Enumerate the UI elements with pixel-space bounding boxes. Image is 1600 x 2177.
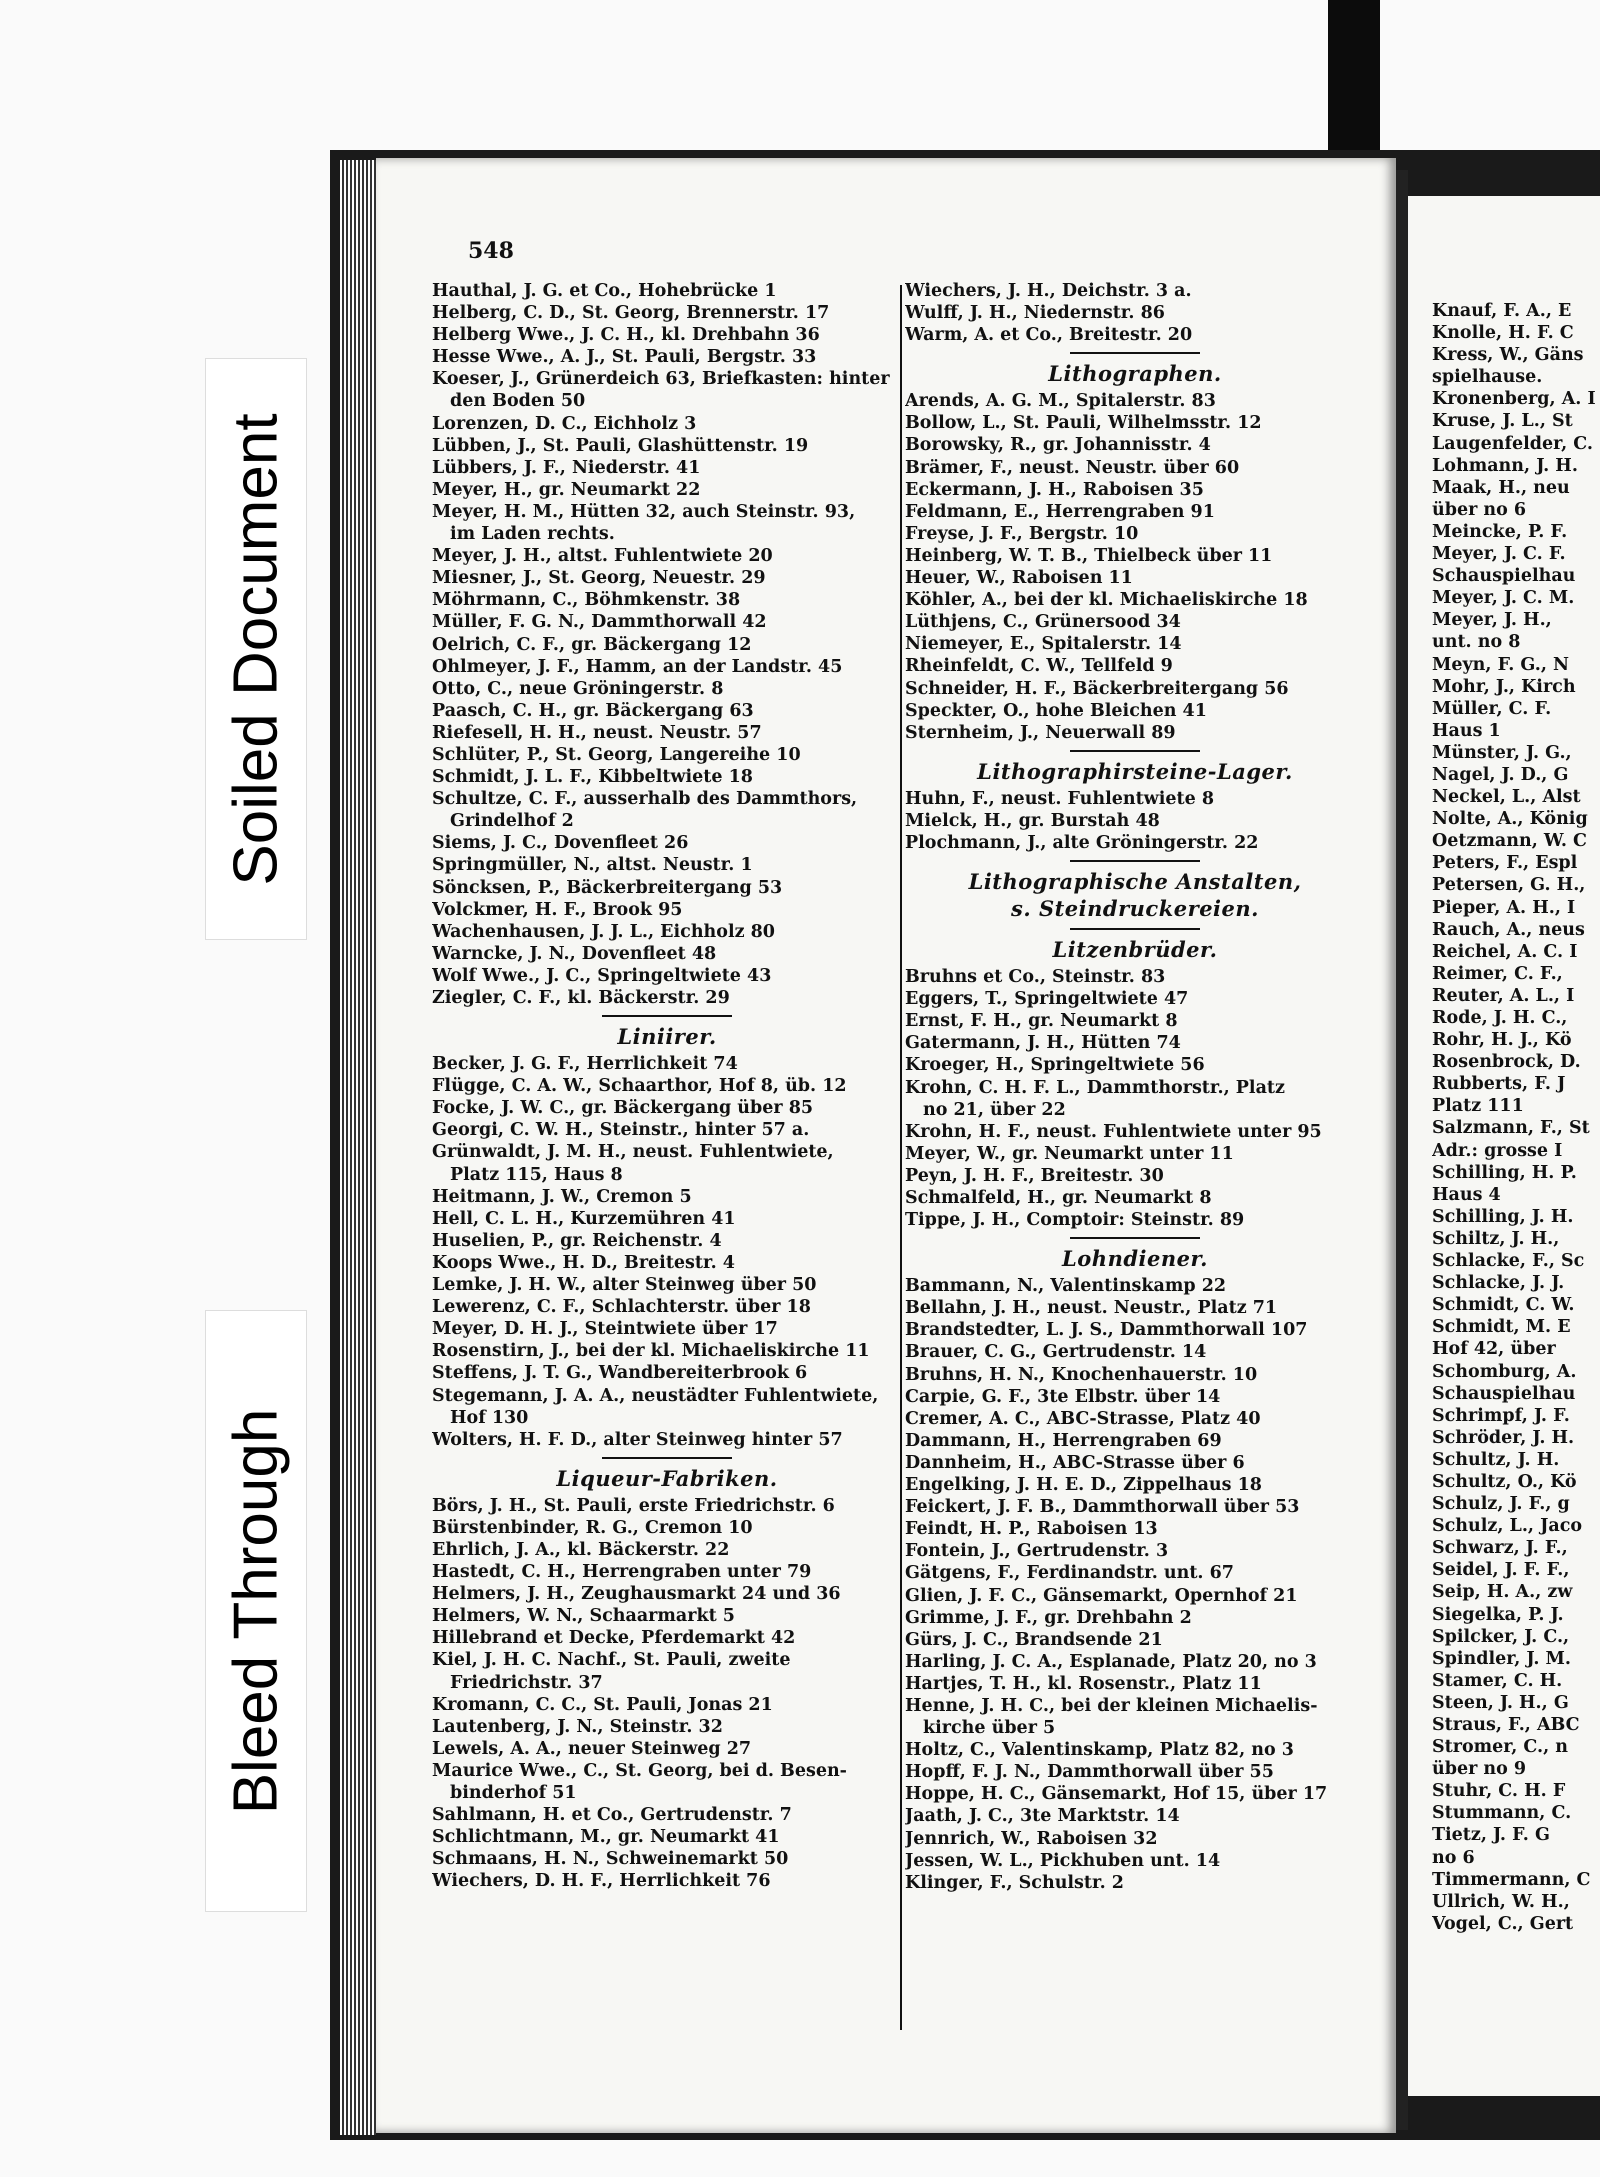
directory-entry: Oelrich, C. F., gr. Bäckergang 12 [432,634,752,655]
entry-continuation: no 21, über 22 [923,1099,1066,1120]
page-number: 548 [468,238,514,264]
directory-entry: Kress, W., Gäns [1432,345,1584,366]
directory-entry: Meyer, H., gr. Neumarkt 22 [432,479,701,500]
directory-entry: Brandstedter, L. J. S., Dammthorwall 107 [905,1320,1308,1341]
directory-entry: Lemke, J. H. W., alter Steinweg über 50 [432,1275,817,1296]
directory-entry: Grünwaldt, J. M. H., neust. Fuhlentwiete, [432,1142,834,1163]
directory-entry: Schmalfeld, H., gr. Neumarkt 8 [905,1188,1212,1208]
directory-entry: Engelking, J. H. E. D., Zippelhaus 18 [905,1475,1262,1496]
directory-entry: Kronenberg, A. I [1432,389,1596,410]
section-heading: Liniirer. [617,1024,717,1050]
directory-entry: über no 9 [1432,1759,1527,1780]
directory-entry: Rosenstirn, J., bei der kl. Michaeliskirche 11 [432,1341,870,1362]
directory-entry: Bammann, N., Valentinskamp 22 [905,1276,1227,1297]
directory-entry: Lüthjens, C., Grünersood 34 [905,612,1181,633]
directory-entry: Köhler, A., bei der kl. Michaeliskirche 18 [905,590,1308,611]
directory-entry: Lübbers, J. F., Niederstr. 41 [432,457,701,478]
directory-entry: Grimme, J. F., gr. Drehbahn 2 [905,1607,1192,1628]
directory-entry: Wulff, J. H., Niedernstr. 86 [905,303,1165,324]
directory-entry: Meyer, H. M., Hütten 32, auch Steinstr. 93, [432,501,856,522]
directory-entry: Müller, C. F. [1432,698,1552,719]
entry-continuation: den Boden 50 [450,391,586,412]
directory-entry: Schilling, J. H. [1432,1206,1574,1227]
directory-entry: Schlichtmann, M., gr. Neumarkt 41 [432,1827,780,1848]
directory-entry: Rauch, A., neus [1432,919,1585,940]
directory-entry: Gatermann, J. H., Hütten 74 [905,1033,1181,1054]
directory-entry: Hillebrand et Decke, Pferdemarkt 42 [432,1628,796,1649]
directory-entry: Plochmann, J., alte Gröningerstr. 22 [905,832,1259,853]
directory-entry: Hell, C. L. H., Kurzemühren 41 [432,1208,736,1229]
directory-entry: Wiechers, D. H. F., Herrlichkeit 76 [432,1871,771,1892]
book-page-edges [340,160,376,2135]
directory-entry: Paasch, C. H., gr. Bäckergang 63 [432,700,754,721]
soiled-document-text: Soiled Document [221,412,291,886]
directory-entry: Schrimpf, J. F. [1432,1405,1570,1426]
directory-entry: Kiel, J. H. C. Nachf., St. Pauli, zweite [432,1650,791,1671]
directory-entry: Ernst, F. H., gr. Neumarkt 8 [905,1011,1178,1032]
directory-entry: Sahlmann, H. et Co., Gertrudenstr. 7 [432,1805,792,1826]
directory-entry: Krohn, C. H. F. L., Dammthorstr., Platz [905,1077,1285,1098]
directory-entry: Haus 1 [1432,720,1501,741]
scan-edge-shadow [1328,0,1380,160]
directory-entry: Peyn, J. H. F., Breitestr. 30 [905,1165,1164,1186]
directory-entry: Müller, F. G. N., Dammthorwall 42 [432,612,767,633]
directory-entry: Timmermann, C [1432,1869,1591,1890]
directory-entry: Oetzmann, W. C [1432,831,1587,852]
directory-entry: Rubberts, F. J [1432,1074,1566,1095]
directory-entry: Schomburg, A. [1432,1361,1577,1382]
directory-entry: Lohmann, J. H. [1432,455,1578,476]
directory-entry: unt. no 8 [1432,632,1521,653]
directory-entry: Mielck, H., gr. Burstah 48 [905,810,1160,831]
directory-entry: Feldmann, E., Herrengraben 91 [905,501,1215,522]
left-directory-column [432,280,902,1892]
directory-entry: Stuhr, C. H. F [1432,1781,1566,1802]
entry-continuation: Platz 115, Haus 8 [450,1164,623,1185]
directory-entry: Ziegler, C. F., kl. Bäckerstr. 29 [432,988,730,1008]
directory-entry: Helberg, C. D., St. Georg, Brennerstr. 17 [432,303,830,324]
directory-entry: Wolters, H. F. D., alter Steinweg hinter 57 [432,1429,843,1450]
directory-entry: Meyer, J. C. M. [1432,588,1575,609]
directory-entry: Bruhns et Co., Steinstr. 83 [905,967,1166,988]
directory-entry: Söncksen, P., Bäckerbreitergang 53 [432,877,783,898]
directory-entry: Lorenzen, D. C., Eichholz 3 [432,413,697,434]
directory-entry: Dannheim, H., ABC-Strasse über 6 [905,1452,1245,1473]
directory-entry: Heuer, W., Raboisen 11 [905,568,1133,589]
directory-entry: Mohr, J., Kirch [1432,676,1576,697]
directory-entry: Hauthal, J. G. et Co., Hohebrücke 1 [432,281,777,301]
directory-entry: Salzmann, F., St [1432,1118,1590,1139]
directory-entry: Meyer, D. H. J., Steintwiete über 17 [432,1319,778,1340]
directory-entry: über no 6 [1432,499,1527,520]
directory-entry: Schiltz, J. H., [1432,1228,1560,1249]
directory-entry: Lautenberg, J. N., Steinstr. 32 [432,1716,723,1737]
directory-entry: Springmüller, N., altst. Neustr. 1 [432,855,753,876]
section-heading: Liqueur-Fabriken. [556,1465,778,1491]
directory-entry: Glien, J. F. C., Gänsemarkt, Opernhof 21 [905,1585,1298,1606]
directory-entry: Adr.: grosse I [1432,1140,1563,1161]
directory-entry: Tippe, J. H., Comptoir: Steinstr. 89 [905,1210,1245,1231]
directory-entry: Laugenfelder, C. [1432,433,1593,454]
directory-entry: Dammann, H., Herrengraben 69 [905,1430,1222,1451]
directory-entry: Platz 111 [1432,1096,1524,1117]
directory-entry: Haus 4 [1432,1184,1501,1205]
directory-entry: Freyse, J. F., Bergstr. 10 [905,523,1139,544]
directory-entry: Bellahn, J. H., neust. Neustr., Platz 71 [905,1298,1278,1319]
directory-entry: Riefesell, H. H., neust. Neustr. 57 [432,722,762,743]
directory-entry: Schulz, L., Jaco [1432,1516,1583,1537]
directory-entry: Lübben, J., St. Pauli, Glashüttenstr. 19 [432,435,809,456]
directory-entry: Schwarz, J. F., [1432,1538,1568,1559]
directory-entry: Stromer, C., n [1432,1737,1569,1758]
directory-entry: Koeser, J., Grünerdeich 63, Briefkasten: hinter [432,369,890,390]
directory-entry: Jessen, W. L., Pickhuben unt. 14 [905,1850,1221,1871]
middle-directory-column [905,280,1365,1894]
directory-entry: Reuter, A. L., I [1432,985,1575,1006]
directory-entry: Borowsky, R., gr. Johannisstr. 4 [905,435,1211,456]
directory-entry: Feindt, H. P., Raboisen 13 [905,1519,1158,1540]
directory-entry: Heinberg, W. T. B., Thielbeck über 11 [905,545,1273,566]
directory-entry: Schlacke, F., Sc [1432,1251,1585,1272]
entry-continuation: kirche über 5 [923,1718,1056,1739]
directory-entry: Sternheim, J., Neuerwall 89 [905,722,1176,743]
directory-entry: Münster, J. G., [1432,742,1572,763]
directory-entry: Huselien, P., gr. Reichenstr. 4 [432,1230,722,1251]
directory-entry: Hesse Wwe., A. J., St. Pauli, Bergstr. 33 [432,347,817,368]
right-page-partial-column [1432,300,1600,1935]
directory-entry: Helberg Wwe., J. C. H., kl. Drehbahn 36 [432,325,820,346]
directory-entry: spielhause. [1432,367,1543,388]
directory-entry: Wiechers, J. H., Deichstr. 3 a. [905,281,1192,301]
directory-entry: Hastedt, C. H., Herrengraben unter 79 [432,1562,812,1583]
directory-entry: Otto, C., neue Gröningerstr. 8 [432,678,724,699]
directory-entry: Spindler, J. M. [1432,1648,1571,1669]
entry-continuation: binderhof 51 [450,1783,577,1803]
directory-entry: Rode, J. H. C., [1432,1008,1568,1028]
directory-entry: Rosenbrock, D. [1432,1052,1581,1073]
directory-entry: Becker, J. G. F., Herrlichkeit 74 [432,1054,738,1075]
directory-entry: Krohn, H. F., neust. Fuhlentwiete unter 95 [905,1121,1322,1142]
directory-entry: Siems, J. C., Dovenfleet 26 [432,833,689,854]
entry-continuation: Grindelhof 2 [450,811,574,832]
directory-entry: Kruse, J. L., St [1432,411,1573,432]
directory-entry: Henne, J. H. C., bei der kleinen Michaelis- [905,1695,1318,1716]
directory-entry: Knauf, F. A., E [1432,301,1572,321]
directory-entry: Bürstenbinder, R. G., Cremon 10 [432,1517,753,1538]
directory-entry: Wachenhausen, J. J. L., Eichholz 80 [432,921,775,942]
section-heading: Litzenbrüder. [1052,937,1218,963]
directory-entry: Peters, F., Espl [1432,853,1578,874]
soiled-document-label [205,358,307,940]
directory-entry: Cremer, A. C., ABC-Strasse, Platz 40 [905,1408,1261,1429]
directory-entry: Siegelka, P. J. [1432,1604,1564,1625]
directory-entry: Wolf Wwe., J. C., Springeltwiete 43 [432,965,772,986]
directory-entry: Schultz, O., Kö [1432,1471,1577,1492]
directory-entry: Stummann, C. [1432,1803,1572,1824]
directory-entry: Rheinfeldt, C. W., Tellfeld 9 [905,656,1173,677]
directory-entry: Heitmann, J. W., Cremon 5 [432,1186,692,1207]
directory-entry: Lewels, A. A., neuer Steinweg 27 [432,1738,752,1759]
directory-entry: Gürs, J. C., Brandsende 21 [905,1629,1163,1650]
directory-entry: Warm, A. et Co., Breitestr. 20 [905,325,1193,346]
directory-entry: Bruhns, H. N., Knochenhauerstr. 10 [905,1364,1258,1385]
directory-entry: Georgi, C. W. H., Steinstr., hinter 57 a. [432,1120,810,1141]
directory-entry: no 6 [1432,1847,1475,1868]
directory-entry: Schmidt, M. E [1432,1317,1571,1338]
directory-entry: Ehrlich, J. A., kl. Bäckerstr. 22 [432,1539,730,1560]
directory-entry: Meyer, J. H., [1432,610,1552,631]
directory-entry: Schmaans, H. N., Schweinemarkt 50 [432,1849,789,1870]
directory-entry: Kromann, C. C., St. Pauli, Jonas 21 [432,1694,773,1715]
directory-entry: Nagel, J. D., G [1432,764,1569,785]
section-heading: Lithographirsteine-Lager. [977,758,1293,784]
directory-entry: Klinger, F., Schulstr. 2 [905,1872,1124,1893]
directory-entry: Reimer, C. F., [1432,963,1563,984]
directory-entry: Neckel, L., Alst [1432,787,1581,808]
directory-entry: Meyer, J. C. F. [1432,544,1566,565]
directory-entry: Bollow, L., St. Pauli, Wilhelmsstr. 12 [905,413,1262,434]
directory-entry: Helmers, W. N., Schaarmarkt 5 [432,1606,735,1627]
directory-entry: Harling, J. C. A., Esplanade, Platz 20, no 3 [905,1651,1317,1672]
directory-entry: Stamer, C. H. [1432,1670,1563,1691]
directory-entry: Huhn, F., neust. Fuhlentwiete 8 [905,788,1215,809]
directory-entry: Möhrmann, C., Böhmkenstr. 38 [432,590,741,611]
directory-entry: Warncke, J. N., Dovenfleet 48 [432,943,717,964]
directory-entry: Meincke, P. F. [1432,521,1568,542]
directory-entry: Lewerenz, C. F., Schlachterstr. über 18 [432,1297,811,1318]
directory-entry: Steen, J. H., G [1432,1692,1569,1713]
directory-entry: Schauspielhau [1432,566,1576,587]
directory-entry: Knolle, H. F. C [1432,323,1574,344]
directory-entry: Koops Wwe., H. D., Breitestr. 4 [432,1252,735,1273]
directory-entry: Fontein, J., Gertrudenstr. 3 [905,1541,1169,1562]
directory-entry: Maurice Wwe., C., St. Georg, bei d. Besen- [432,1760,847,1781]
directory-entry: Jennrich, W., Raboisen 32 [905,1828,1158,1849]
entry-continuation: im Laden rechts. [450,524,615,545]
directory-entry: Schauspielhau [1432,1383,1576,1404]
directory-entry: Maak, H., neu [1432,477,1570,498]
directory-entry: Hof 42, über [1432,1339,1556,1360]
bleed-through-label [205,1310,307,1912]
directory-entry: Holtz, C., Valentinskamp, Platz 82, no 3 [905,1740,1294,1761]
directory-entry: Schilling, H. P. [1432,1162,1577,1183]
directory-entry: Meyer, W., gr. Neumarkt unter 11 [905,1143,1234,1164]
directory-entry: Schröder, J. H. [1432,1427,1575,1448]
directory-entry: Hopff, F. J. N., Dammthorwall über 55 [905,1762,1274,1783]
directory-entry: Spilcker, J. C., [1432,1626,1570,1647]
directory-entry: Focke, J. W. C., gr. Bäckergang über 85 [432,1098,814,1119]
directory-entry: Kroeger, H., Springeltwiete 56 [905,1055,1205,1076]
directory-entry: Hartjes, T. H., kl. Rosenstr., Platz 11 [905,1673,1262,1694]
directory-entry: Rohr, H. J., Kö [1432,1030,1572,1051]
directory-entry: Meyer, J. H., altst. Fuhlentwiete 20 [432,546,773,567]
directory-entry: Carpie, G. F., 3te Elbstr. über 14 [905,1386,1221,1407]
directory-entry: Brauer, C. G., Gertrudenstr. 14 [905,1342,1207,1363]
directory-entry: Volckmer, H. F., Brook 95 [432,899,683,920]
directory-entry: Miesner, J., St. Georg, Neuestr. 29 [432,568,766,589]
directory-entry: Stegemann, J. A. A., neustädter Fuhlentwiete, [432,1385,879,1406]
directory-entry: Straus, F., ABC [1432,1715,1580,1735]
directory-entry: Hoppe, H. C., Gänsemarkt, Hof 15, über 17 [905,1784,1328,1805]
directory-entry: Nolte, A., König [1432,809,1588,830]
directory-entry: Schneider, H. F., Bäckerbreitergang 56 [905,678,1289,699]
directory-entry: Jaath, J. C., 3te Marktstr. 14 [905,1806,1180,1827]
bleed-through-text: Bleed Through [221,1408,291,1814]
directory-entry: Börs, J. H., St. Pauli, erste Friedrichstr. 6 [432,1495,835,1516]
book-gutter [1396,170,1408,2130]
directory-entry: Meyn, F. G., N [1432,654,1570,675]
directory-entry: Pieper, A. H., I [1432,897,1576,918]
directory-entry: Eckermann, J. H., Raboisen 35 [905,479,1204,500]
directory-entry: Ohlmeyer, J. F., Hamm, an der Landstr. 45 [432,656,843,677]
section-subheading: s. Steindruckereien. [1011,896,1259,922]
directory-entry: Gätgens, F., Ferdinandstr. unt. 67 [905,1563,1234,1584]
section-heading: Lohndiener. [1062,1246,1208,1272]
directory-entry: Steffens, J. T. G., Wandbereiterbrook 6 [432,1363,808,1384]
directory-entry: Seip, H. A., zw [1432,1582,1573,1603]
section-heading: Lithographische Anstalten, [968,869,1302,895]
directory-entry: Petersen, G. H., [1432,875,1586,896]
directory-entry: Eggers, T., Springeltwiete 47 [905,989,1189,1010]
directory-entry: Seidel, J. F. F., [1432,1560,1570,1581]
directory-entry: Ullrich, W. H., [1432,1891,1570,1912]
directory-entry: Reichel, A. C. I [1432,941,1578,962]
entry-continuation: Friedrichstr. 37 [450,1672,603,1693]
directory-entry: Arends, A. G. M., Spitalerstr. 83 [905,391,1216,412]
directory-entry: Schmidt, J. L. F., Kibbeltwiete 18 [432,767,753,788]
directory-entry: Schlüter, P., St. Georg, Langereihe 10 [432,744,801,765]
directory-entry: Schlacke, J. J. [1432,1273,1565,1294]
directory-entry: Schmidt, C. W. [1432,1295,1575,1316]
directory-entry: Flügge, C. A. W., Schaarthor, Hof 8, üb. 12 [432,1076,847,1097]
directory-entry: Helmers, J. H., Zeughausmarkt 24 und 36 [432,1584,841,1605]
directory-entry: Vogel, C., Gert [1432,1913,1574,1934]
directory-entry: Niemeyer, E., Spitalerstr. 14 [905,634,1182,655]
entry-continuation: Hof 130 [450,1407,529,1428]
directory-entry: Feickert, J. F. B., Dammthorwall über 53 [905,1497,1300,1518]
directory-entry: Schultze, C. F., ausserhalb des Dammthors, [432,789,858,810]
directory-entry: Schultz, J. H. [1432,1449,1560,1470]
directory-entry: Brämer, F., neust. Neustr. über 60 [905,457,1240,478]
directory-entry: Tietz, J. F. G [1432,1825,1550,1846]
section-heading: Lithographen. [1048,361,1222,387]
directory-entry: Speckter, O., hohe Bleichen 41 [905,700,1207,721]
directory-entry: Schulz, J. F., g [1432,1494,1570,1515]
